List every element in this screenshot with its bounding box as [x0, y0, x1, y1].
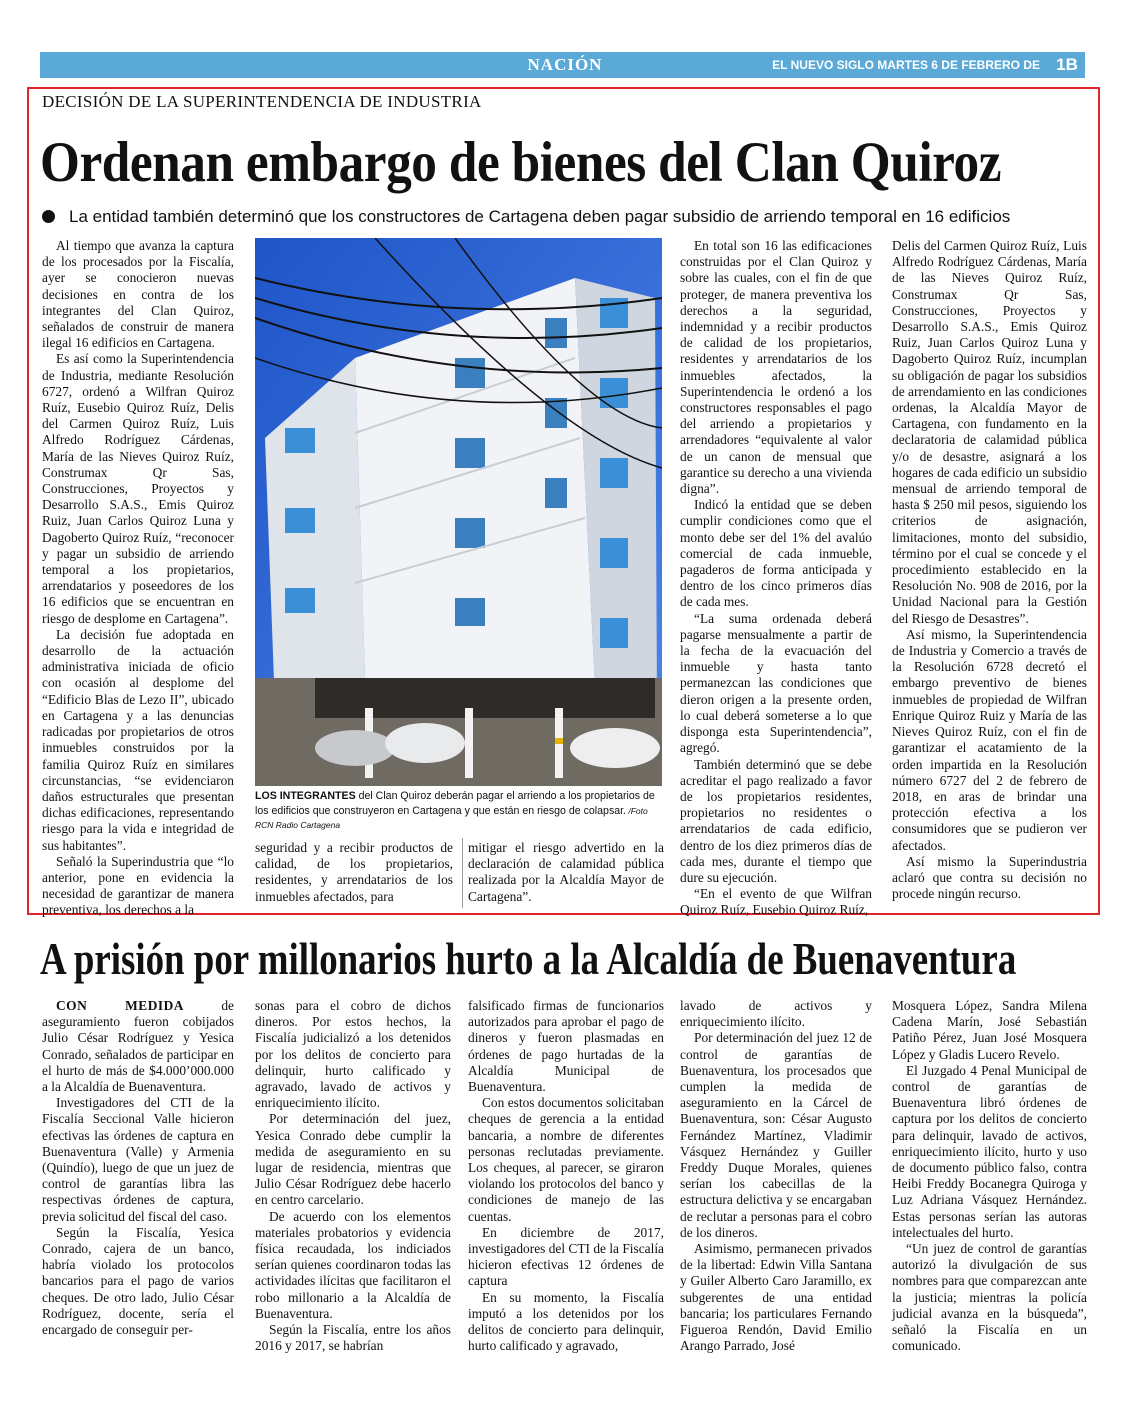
paragraph: Delis del Carmen Quiroz Ruíz, Luis Alfredo Rodríguez Cárdenas, María de las Nieves Quiroz Ruíz, Construmax Qr Sas, Construcciones, Proyectos y Desarrollo S.A.S., Emis Quiroz Ruiz, Juan Carlos Quiroz Luna y Dagoberto Quiroz Ruíz, incumplan su obligación de pagar los subsidios de arrendamiento en las condiciones ordenas, la Alcaldía Mayor de Cartagena, con fundamento en la declaratoria de calamidad pública y/o de desastre, asignará a los hogares de cada edificio un subsidio mensual de arriendo temporal de hasta $ 250 mil pesos, siguiendo los criterios de asignación, limitaciones, monto del subsidio, término por el cual se concede y el procedimiento establecido en la Resolución No. 908 de 2016, por la Unidad Nacional para la Gestión del Riesgo de Desastres”.	[892, 238, 1087, 626]
article2-column-1	[42, 998, 234, 1398]
article2-column-5	[892, 998, 1087, 1398]
article-kicker: DECISIÓN DE LA SUPERINTENDENCIA DE INDUSTRIA	[42, 92, 482, 111]
paragraph: Así mismo, la Superintendencia de Industria y Comercio a través de la Resolución 6728 decretó el embargo preventivo de bienes inmuebles de propiedad de Wilfran Enrique Quiroz Ruiz y María de las Nieves Quiroz Ruíz, con el fin de garantizar el acatamiento de la orden impartida en la Resolución número 6727 del 2 de febrero de 2018, en aras de brindar una protección efectiva a los consumidores que se pudieron ver afectados.	[892, 626, 1087, 853]
building-photo	[255, 238, 662, 786]
paragraph: Con estos documentos solicitaban cheques de gerencia a la entidad bancaria, a nombre de diferentes personas reclutadas previamente. Los cheques, al parecer, se giraron violando los protocolos del banco y condiciones de manejo de las cuentas.	[468, 1095, 664, 1224]
paragraph: Es así como la Superintendencia de Industria, mediante Resolución 6727, ordenó a Wilfran Quiroz Ruíz, Eusebio Quiroz Ruíz, Delis del Carmen Quiroz Ruíz, Luis Alfredo Rodríguez Cárdenas, María de las Nieves Quiroz Ruíz, Construmax Qr Sas, Construcciones, Proyectos y Desarrollo S.A.S., Emis Quiroz Ruiz, Juan Carlos Quiroz Luna y Dagoberto Quiroz Ruíz, “reconocer y pagar un subsidio de arriendo temporal a los propietarios, arrendatarios y poseedores de los 16 edificios que se encuentran en riesgo de desplome en Cartagena”.	[42, 351, 234, 626]
paragraph: En total son 16 las edificaciones construidas por el Clan Quiroz y sobre las cuales, con el fin de que proteger, de manera preventiva los derechos a la seguridad, indemnidad y a recibir productos de calidad de los propietarios, residentes y arrendatarios de los inmuebles afectados, la Superintendencia le ordenó a los constructores responsables el pago del arriendo a propietarios y arrendadores “equivalente al valor de un canon de mensual que garantice su derecho a una vivienda digna”.	[680, 238, 872, 497]
caption-text: del Clan Quiroz deberán pagar el arriendo a los propietarios de los edificios que construyeron en Cartagena y que están en riesgo de colapsar.	[255, 790, 655, 817]
paragraph: “Un juez de control de garantías autorizó la divulgación de sus nombres para que comparezcan ante la justicia; mientras la policía judicial avanza en la búsqueda”, señaló la Fiscalía en un comunicado.	[892, 1241, 1087, 1354]
paragraph: En diciembre de 2017, investigadores del CTI de la Fiscalía hicieron efectivas 12 órdenes de captura	[468, 1224, 664, 1289]
paragraph	[42, 998, 234, 1095]
paragraph: “La suma ordenada deberá pagarse mensualmente a partir de la fecha de la evacuación del inmueble y hasta tanto permanezcan las condiciones que dieron origen a la presente orden, lo cual deberá someterse a lo que disponga esta Superintendencia”, agregó.	[680, 610, 872, 756]
paragraph: “En el evento de que Wilfran Quiroz Ruíz, Eusebio Quiroz Ruíz,	[680, 886, 872, 918]
article2-headline: A prisión por millonarios hurto a la Alcaldía de Buenaventura	[40, 934, 1017, 984]
paragraph: sonas para el cobro de dichos dineros. Por estos hechos, la Fiscalía judicializó a los detenidos por los delitos de concierto para delinquir, hurto calificado y agravado, lavado de activos y enriquecimiento ilícito.	[255, 998, 451, 1111]
paragraph: Señaló la Superindustria que “lo anterior, pone en evidencia la necesidad de garantizar de manera preventiva, los derechos a la	[42, 853, 234, 918]
article2-column-2	[255, 998, 451, 1398]
photo-credit: /Foto RCN Radio Cartagena	[255, 805, 648, 830]
column-divider	[462, 838, 463, 908]
article-column-1	[42, 238, 234, 918]
paragraph: Por determinación del juez 12 de control de garantías de Buenaventura, los procesados que cumplen la medida de aseguramiento en la Cárcel de Buenaventura, son: César Augusto Fernández Martínez, Vladimir Vásquez Hernández y Guiller Freddy Duque Morales, quienes serían los cabecillas de la estructura delictiva y se encargaban de reclutar a personas para el cobro de los dineros.	[680, 1030, 872, 1240]
paragraph: El Juzgado 4 Penal Municipal de control de garantías de Buenaventura libró órdenes de captura por los delitos de concierto para delinquir, lavado de activos, enriquecimiento ilícito, hurto y uso de documento público falso, contra Heibi Freddy Bocanegra Quiroga y Luz Adriana Vásquez Hernández. Estas personas serían las autoras intelectuales del hurto.	[892, 1062, 1087, 1240]
paragraph: Por determinación del juez, Yesica Conrado debe cumplir la medida de aseguramiento en su lugar de residencia, mientras que Julio César Rodríguez debe hacerlo en centro carcelario.	[255, 1111, 451, 1208]
paragraph: lavado de activos y enriquecimiento ilícito.	[680, 998, 872, 1030]
paragraph: La decisión fue adoptada en desarrollo de la actuación administrativa iniciada de oficio con ocasión al desplome del “Edificio Blas de Lezo II”, ubicado en Cartagena y a las denuncias radicadas por propietarios de otros inmuebles construidos por la familia Quiroz Ruíz en similares circunstancias, “se evidenciaron daños estructurales que presentan dichas edificaciones, representando riesgo para la vida e integridad de sus habitantes”.	[42, 626, 234, 853]
paragraph: En su momento, la Fiscalía imputó a los detenidos por los delitos de concierto para delinquir, hurto calificado y agravado,	[468, 1289, 664, 1354]
section-name: NACIÓN	[527, 55, 603, 74]
article-column-2	[255, 840, 453, 908]
paragraph: mitigar el riesgo advertido en la declaración de calamidad pública realizada por la Alcaldía Mayor de Cartagena”.	[468, 840, 664, 904]
paragraph: Indicó la entidad que se deben cumplir condiciones como que el monto debe ser del 1% del avalúo comercial de cada inmueble, pagaderos de forma anticipada y dentro de los cinco primeros días de cada mes.	[680, 497, 872, 610]
subhead-text: La entidad también determinó que los constructores de Cartagena deben pagar subsidio de arriendo temporal en 16 edificios	[69, 207, 1011, 226]
page-number: 1B	[1056, 55, 1078, 74]
article-column-3	[468, 840, 664, 908]
paragraph: Asimismo, permanecen privados de la libertad: Edwin Villa Santana y Guiler Alberto Caro Jaramillo, ex subgerentes de una entidad bancaria; los particulares Fernando Figueroa Rendón, David Emilio Arango Parrado, José	[680, 1241, 872, 1354]
paragraph: De acuerdo con los elementos materiales probatorios y evidencia física recaudada, los indiciados serían quienes coordinaron todas las actividades ilícitas que facilitaron el robo millonario a la Alcaldía de Buenaventura.	[255, 1208, 451, 1321]
paragraph: Según la Fiscalía, Yesica Conrado, cajera de un banco, habría violado los protocolos bancarios para el pago de varios cheques. De otro lado, Julio César Rodríguez, docente, sería el encargado de conseguir per-	[42, 1224, 234, 1338]
paragraph: Según la Fiscalía, entre los años 2016 y 2017, se habrían	[255, 1322, 451, 1354]
paragraph: Al tiempo que avanza la captura de los procesados por la Fiscalía, ayer se conocieron nuevas decisiones en contra de los integrantes del Clan Quiroz, señalados de construir de manera ilegal 16 edificios en Cartagena.	[42, 238, 234, 351]
article-column-5	[892, 238, 1087, 908]
paragraph: Investigadores del CTI de la Fiscalía Seccional Valle hicieron efectivas las órdenes de captura en Buenaventura (Valle) y Armenia (Quindío), luego de que un juez de control de garantías libra las respectivas órdenes de captura, previa solicitud del fiscal del caso.	[42, 1095, 234, 1224]
lead-in: CON MEDIDA	[56, 998, 184, 1013]
article-subhead	[42, 204, 1102, 230]
article2-column-3	[468, 998, 664, 1398]
paragraph: Así mismo la Superindustria aclaró que contra su decisión no procede ningún recurso.	[892, 853, 1087, 902]
paragraph: Mosquera López, Sandra Milena Cadena Marín, José Sebastián Patiño Pérez, Juan José Mosquera López y Gladis Lucero Revelo.	[892, 998, 1087, 1062]
photo-caption	[255, 789, 665, 835]
paragraph: falsificado firmas de funcionarios autorizados para aprobar el pago de dineros y fueron plasmadas en órdenes de pago hurtadas de la Alcaldía Municipal de Buenaventura.	[468, 998, 664, 1095]
lead-paragraph-text: de aseguramiento fueron cobijados Julio César Rodríguez y Yesica Conrado, señalados de participar en el hurto de más de $4.000’000.000 a la Alcaldía de Buenaventura.	[42, 998, 234, 1095]
building-illustration	[255, 238, 662, 786]
article-column-4	[680, 238, 872, 918]
dateline: EL NUEVO SIGLO MARTES 6 DE FEBRERO DE 2018	[772, 58, 1040, 96]
caption-lead: LOS INTEGRANTES	[255, 790, 356, 802]
article-headline: Ordenan embargo de bienes del Clan Quiroz	[40, 131, 1002, 194]
paragraph: seguridad y a recibir productos de calidad, de los propietarios, residentes, y arrendatarios de los inmuebles afectados, para	[255, 840, 453, 904]
article2-column-4	[680, 998, 872, 1398]
bullet-icon	[42, 210, 55, 223]
paragraph: También determinó que se debe acreditar el pago realizado a favor de los propietarios residentes, propietarios no residentes o arrendatarios de cada edificio, dentro de los diez primeros días de cada mes, durante el tiempo que dure su ejecución.	[680, 756, 872, 885]
